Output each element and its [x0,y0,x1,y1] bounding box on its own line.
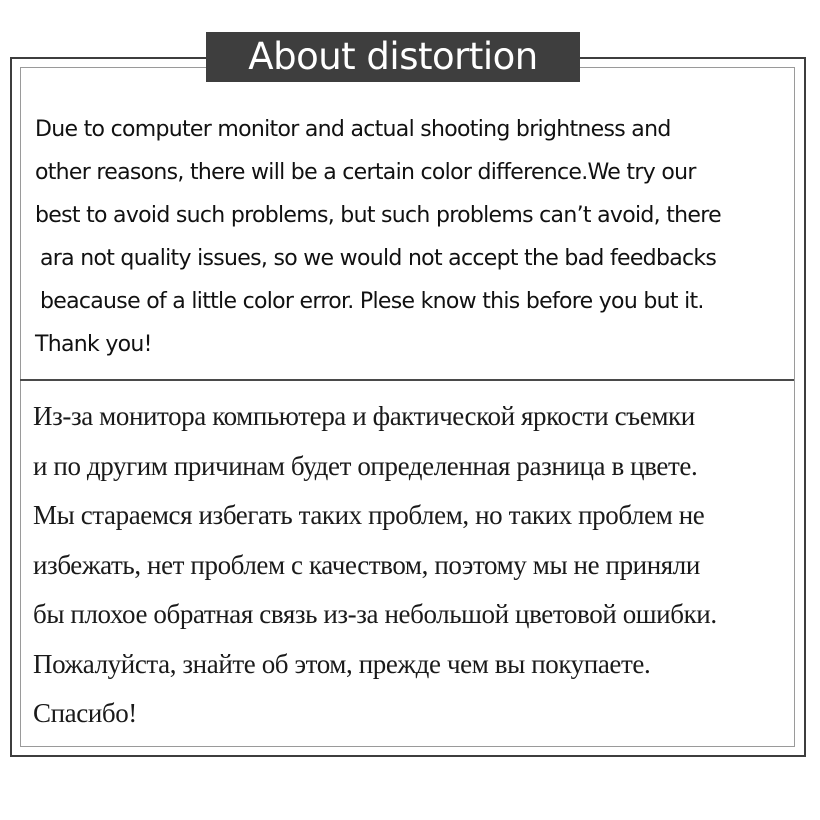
russian-line: Из-за монитора компьютера и фактической яркости съемки [33,401,695,431]
english-line: Thank you! [35,332,152,357]
russian-line: и по другим причинам будет определенная разница в цвете. [33,450,698,481]
title-banner: About distortion [206,32,580,82]
russian-line: избежать, нет проблем с качеством, поэтому мы не приняли [33,549,700,580]
russian-notice [33,392,793,739]
section-divider [20,379,794,381]
english-line: Due to computer monitor and actual shooting brightness and [35,117,671,142]
english-notice [35,108,787,366]
english-line: other reasons, there will be a certain color difference.We try our [35,160,696,185]
english-line: best to avoid such problems, but such problems can’t avoid, there [35,203,721,228]
russian-line: бы плохое обратная связь из-за небольшой цветовой ошибки. [33,599,717,629]
russian-line: Пожалуйста, знайте об этом, прежде чем вы покупаете. [33,648,651,679]
russian-line: Мы стараемся избегать таких проблем, но таких проблем не [33,500,705,530]
english-line: ara not quality issues, so we would not accept the bad feedbacks [40,246,717,271]
russian-line: Спасибо! [33,698,137,728]
english-line: beacause of a little color error. Plese know this before you but it. [40,289,704,314]
